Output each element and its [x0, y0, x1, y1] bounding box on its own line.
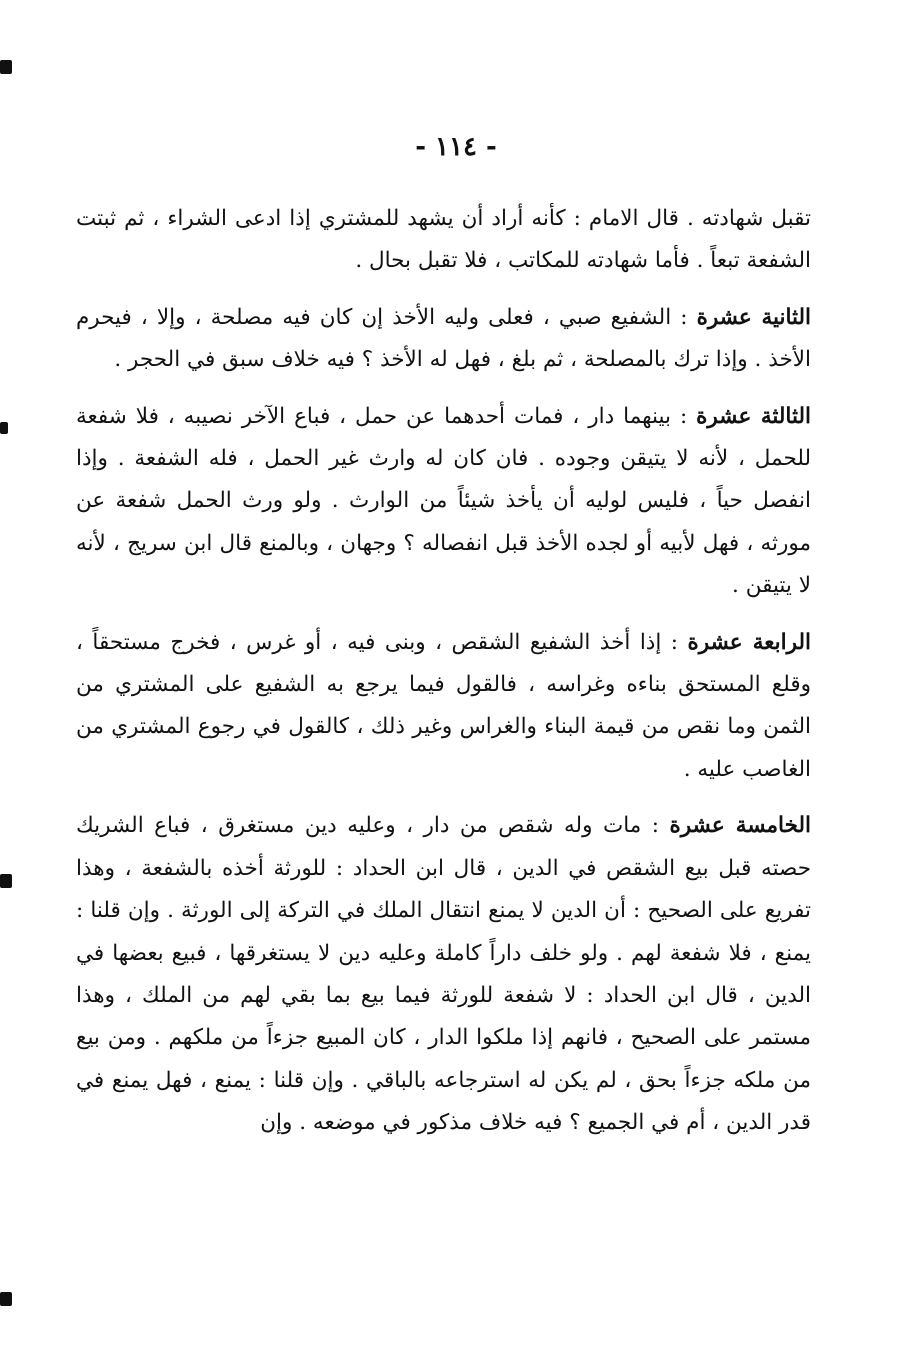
paragraph-text: : مات وله شقص من دار ، وعليه دين مستغرق ، فباع الشريك حصته قبل بيع الشقص في الدين ، قال ابن الحداد : للورثة أخذه بالشفعة ، وهذا تفريع على الصحيح : أن الدين لا يمنع انتقال الملك في التركة إلى الورثة . وإن قلنا : يمنع ، فلا شفعة لهم . ولو خلف داراً كاملة وعليه دين لا يستغرقها ، فبيع بعضها في الدين ، قال ابن الحداد : لا شفعة للورثة فيما بيع بما بقي لهم من الملك ، وهذا مستمر على الصحيح ، فانهم إذا ملكوا الدار ، كان المبيع جزءاً من ملكهم . ومن بيع من ملكه جزءاً بحق ، لم يكن له استرجاعه بالباقي . وإن قلنا : يمنع ، فهل يمنع في قدر الدين ، أم في الجميع ؟ فيه خلاف مذكور في موضعه . وإن — [76, 813, 811, 1136]
scan-edge-mark — [0, 1292, 12, 1306]
paragraph-text: : إذا أخذ الشفيع الشقص ، وبنى فيه ، أو غرس ، فخرج مستحقاً ، وقلع المستحق بناءه وغراسه ، فالقول فيما يرجع به الشفيع على المشتري من الثمن وما نقص من قيمة البناء والغراس وغير ذلك ، كالقول في رجوع المشتري من الغاصب عليه . — [76, 629, 811, 782]
paragraph-heading: الثالثة عشرة — [696, 403, 811, 429]
paragraph-heading: الخامسة عشرة — [669, 813, 811, 839]
paragraph-3 — [76, 396, 811, 608]
paragraph-text: تقبل شهادته . قال الامام : كأنه أراد أن يشهد للمشتري إذا ادعى الشراء ، ثم ثبتت الشفعة تبعاً . فأما شهادته للمكاتب ، فلا تقبل بحال . — [76, 206, 811, 274]
paragraph-text: : الشفيع صبي ، فعلى وليه الأخذ إن كان فيه مصلحة ، وإلا ، فيحرم الأخذ . وإذا ترك بالمصلحة ، ثم بلغ ، فهل له الأخذ ؟ فيه خلاف سبق في الحجر . — [76, 304, 811, 373]
page-number: - ١١٤ - — [415, 132, 497, 162]
paragraph-1 — [76, 198, 811, 283]
paragraph-4 — [76, 622, 811, 792]
scan-edge-mark — [0, 874, 12, 888]
paragraph-5 — [76, 805, 811, 1144]
page-body — [76, 198, 811, 1159]
scan-edge-mark — [0, 422, 8, 434]
scan-edge-mark — [0, 60, 12, 74]
paragraph-2 — [76, 297, 811, 382]
paragraph-heading: الرابعة عشرة — [687, 629, 811, 655]
paragraph-text: : بينهما دار ، فمات أحدهما عن حمل ، فباع الآخر نصيبه ، فلا شفعة للحمل ، لأنه لا يتيقن وجوده . فان كان له وارث غير الحمل ، فله الشفعة . وإذا انفصل حياً ، فليس لوليه أن يأخذ شيئاً من الوارث . ولو ورث الحمل شفعة عن مورثه ، فهل لأبيه أو لجده الأخذ قبل انفصاله ؟ وجهان ، وبالمنع قال ابن سريج ، لأنه لا يتيقن . — [76, 403, 811, 599]
paragraph-heading: الثانية عشرة — [696, 304, 812, 330]
